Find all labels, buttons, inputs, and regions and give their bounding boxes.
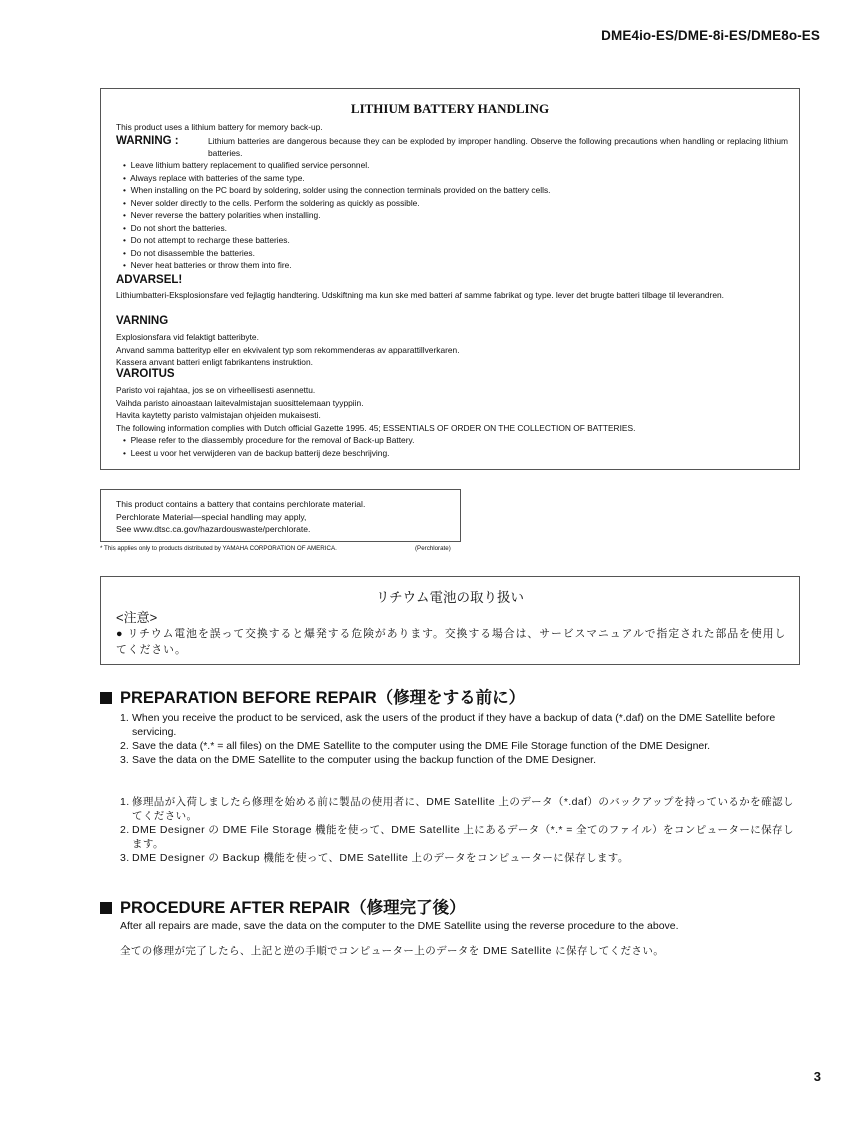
- page-number: 3: [813, 1069, 821, 1084]
- perchlorate-line: Perchlorate Material—special handling may apply,: [116, 512, 307, 522]
- section-title-prep: PREPARATION BEFORE REPAIR（修理をする前に）: [100, 684, 525, 708]
- list-item: 1. When you receive the product to be serviced, ask the users of the product if they have a backup of data (*.daf) on the DME Satellite before servicing.: [120, 712, 776, 738]
- bullet-item: • Leave lithium battery replacement to qualified service personnel.: [123, 160, 370, 170]
- square-bullet-icon: [100, 902, 112, 914]
- bullet-item: • Do not attempt to recharge these batteries.: [123, 235, 290, 245]
- bullet-item: • Leest u voor het verwijderen van de backup batterij deze beschrijving.: [123, 447, 390, 458]
- varning-line: Kassera anvant batteri enligt fabrikantens instruktion.: [116, 357, 313, 367]
- perchlorate-line: This product contains a battery that contains perchlorate material.: [116, 499, 366, 509]
- perchlorate-footnote-tag: (Perchlorate): [415, 545, 451, 552]
- perchlorate-footnote: * This applies only to products distributed by YAMAHA CORPORATION OF AMERICA.: [100, 545, 337, 552]
- after-en-text: After all repairs are made, save the data on the computer to the DME Satellite using the reverse procedure to the above.: [120, 920, 679, 932]
- warning-text: Lithium batteries are dangerous because they can be exploded by improper handling. Observe the following precautions when handling or replacing lithium batteries.: [208, 136, 788, 158]
- list-item: 2. Save the data (*.* = all files) on the DME Satellite to the computer using the DME File Storage function of the DME Designer.: [120, 740, 711, 752]
- varning-heading: VARNING: [116, 315, 169, 327]
- varoitus-heading: VAROITUS: [116, 368, 175, 380]
- lithium-intro: This product uses a lithium battery for memory back-up.: [116, 122, 323, 132]
- bullet-item: • Please refer to the diassembly procedure for the removal of Back-up Battery.: [123, 435, 415, 445]
- list-item: 1. 修理品が入荷しましたら修理を始める前に製品の使用者に、DME Satellite 上のデータ（*.daf）のバックアップを持っているかを確認してください。: [120, 796, 794, 822]
- varoitus-line: Paristo voi rajahtaa, jos se on virheellisesti asennettu.: [116, 385, 316, 395]
- varoitus-line: Vaihda paristo ainoastaan laitevalmistajan suosittelemaan tyyppiin.: [116, 397, 364, 408]
- jp-box-title: リチウム電池の取り扱い: [375, 590, 525, 605]
- advarsel-text: Lithiumbatteri-Eksplosionsfare ved fejlagtig handtering. Udskiftning ma kun ske med batteri af samme fabrikat og type. lever det brugte batteri tilbage til leverandren.: [116, 290, 724, 300]
- dutch-gazette-line: The following information complies with Dutch official Gazette 1995. 45; ESSENTIALS OF ORDER ON THE COLLECTION OF BATTERIES.: [116, 422, 636, 433]
- bullet-item: • Do not short the batteries.: [123, 222, 227, 233]
- bullet-item: • Never heat batteries or throw them into fire.: [123, 260, 292, 270]
- jp-caution-text: ● リチウム電池を誤って交換すると爆発する危険があります。交換する場合は、サービスマニュアルで指定された部品を使用してください。: [116, 628, 787, 656]
- bullet-item: • Never reverse the battery polarities when installing.: [123, 210, 321, 220]
- list-item: 3. DME Designer の Backup 機能を使って、DME Satellite 上のデータをコンピューターに保存します。: [120, 852, 629, 864]
- list-item: 3. Save the data on the DME Satellite to the computer using the backup function of the DME Designer.: [120, 754, 597, 766]
- bullet-item: • Never solder directly to the cells. Perform the soldering as quickly as possible.: [123, 197, 420, 208]
- bullet-item: • When installing on the PC board by soldering, solder using the connection terminals provided on the battery cells.: [123, 185, 551, 195]
- after-jp-text: 全ての修理が完了したら、上記と逆の手順でコンピューター上のデータを DME Satellite に保存してください。: [120, 945, 665, 957]
- square-bullet-icon: [100, 692, 112, 704]
- lithium-box-title: LITHIUM BATTERY HANDLING: [350, 101, 550, 116]
- perchlorate-box: [100, 489, 461, 542]
- jp-caution-heading: <注意>: [116, 610, 158, 625]
- bullet-item: • Always replace with batteries of the same type.: [123, 172, 305, 183]
- varning-line: Explosionsfara vid felaktigt batteribyte.: [116, 332, 259, 342]
- section-title-after: PROCEDURE AFTER REPAIR（修理完了後）: [100, 894, 466, 918]
- jp-lithium-box: [100, 576, 800, 665]
- varoitus-line: Havita kaytetty paristo valmistajan ohjeiden mukaisesti.: [116, 410, 321, 420]
- warning-label: WARNING :: [116, 135, 179, 147]
- bullet-item: • Do not disassemble the batteries.: [123, 247, 255, 258]
- perchlorate-line: See www.dtsc.ca.gov/hazardouswaste/perchlorate.: [116, 524, 311, 534]
- document-model-header: DME4io-ES/DME-8i-ES/DME8o-ES: [601, 28, 820, 43]
- lithium-battery-box: [100, 88, 800, 470]
- prep-en-list: [120, 711, 802, 767]
- varning-line: Anvand samma batterityp eller en ekvivalent typ som rekommenderas av apparattillverkaren.: [116, 344, 460, 355]
- advarsel-heading: ADVARSEL!: [116, 274, 183, 286]
- list-item: 2. DME Designer の DME File Storage 機能を使って、DME Satellite 上にあるデータ（*.* = 全てのファイル）をコンピューターに保存します。: [120, 824, 794, 850]
- prep-jp-list: [120, 795, 802, 865]
